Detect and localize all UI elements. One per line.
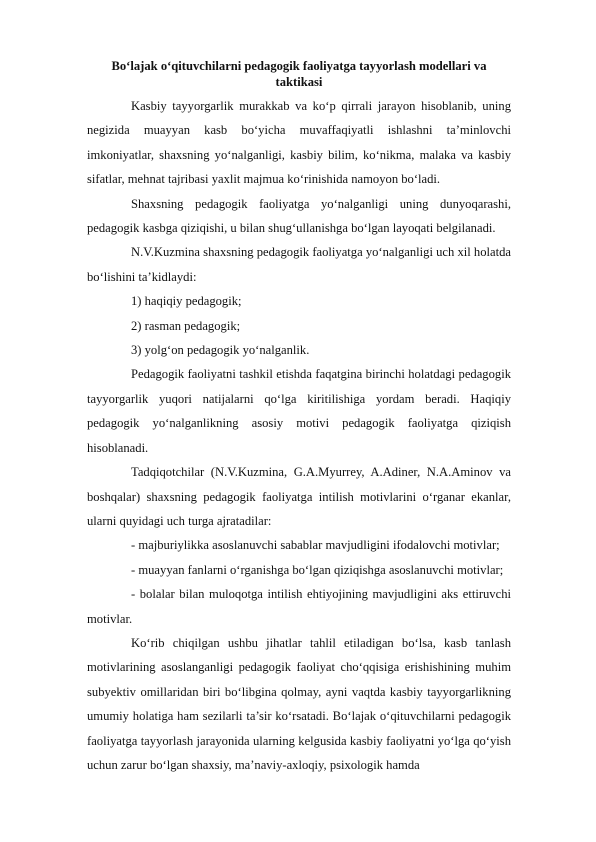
document-title: Bo‘lajak o‘qituvchilarni pedagogik faoliyatga tayyorlash modellari va taktikasi [111,59,487,89]
list-item: 2) rasman pedagogik; [131,318,241,333]
paragraph-6: Ko‘rib chiqilgan ushbu jihatlar tahlil etiladigan bo‘lsa, kasb tanlash motivlarining asoslanganligi pedagogik faoliyat cho‘qqisiga erishishining muhim subyektiv omillaridan biri bo‘libgina qolmay, ayni vaqtda kasbiy tayyorgarlikning umumiy holatiga ham sezilarli ta’sir ko‘rsatadi. Bo‘lajak o‘qituvchilarni pedagogik faoliyatga tayyorlash jarayonida ularning kelgusida kasbiy faoliyatni yo‘lga qo‘yish uchun zarur bo‘lgan shaxsiy, ma’naviy-axloqiy, psixologik hamda [87,635,511,772]
paragraph-4: Pedagogik faoliyatni tashkil etishda faqatgina birinchi holatdagi pedagogik tayyorgarlik yuqori natijalarni qo‘lga kiritilishiga yordam beradi. Haqiqiy pedagogik yo‘nalganlikning asosiy motivi pedagogik faoliyatga qiziqish hisoblanadi. [87,367,511,455]
paragraph-1: Kasbiy tayyorgarlik murakkab va ko‘p qirrali jarayon hisoblanib, uning negizida muayyan kasb bo‘yicha muvaffaqiyatli ishlashni ta’minlovchi imkoniyatlar, shaxsning yo‘nalganligi, kasbiy bilim, ko‘nikma, malaka va kasbiy sifatlar, mehnat tajribasi yaxlit majmua ko‘rinishida namoyon bo‘ladi. [87,99,511,187]
paragraph-5: Tadqiqotchilar (N.V.Kuzmina, G.A.Myurrey, A.Adiner, N.A.Aminov va boshqalar) shaxsning pedagogik faoliyatga intilish motivlarini o‘rganar ekanlar, ularni quyidagi uch turga ajratadilar: [87,465,511,528]
list-item: - muayyan fanlarni o‘rganishga bo‘lgan qiziqishga asoslanuvchi motivlar; [131,562,504,577]
list-item: 3) yolg‘on pedagogik yo‘nalganlik. [131,343,310,358]
list-item: - majburiylikka asoslanuvchi sabablar mavjudligini ifodalovchi motivlar; [131,538,500,553]
list-item: 1) haqiqiy pedagogik; [131,294,242,309]
paragraph-2: Shaxsning pedagogik faoliyatga yo‘nalganligi uning dunyoqarashi, pedagogik kasbga qiziqishi, u bilan shug‘ullanishga bo‘lgan layoqati belgilanadi. [87,196,511,236]
list-item: - bolalar bilan muloqotga intilish ehtiyojining mavjudligini aks ettiruvchi motivlar. [87,587,511,626]
document-page [87,58,511,777]
paragraph-3: N.V.Kuzmina shaxsning pedagogik faoliyatga yo‘nalganligi uch xil holatda bo‘lishini ta’kidlaydi: [87,245,511,284]
